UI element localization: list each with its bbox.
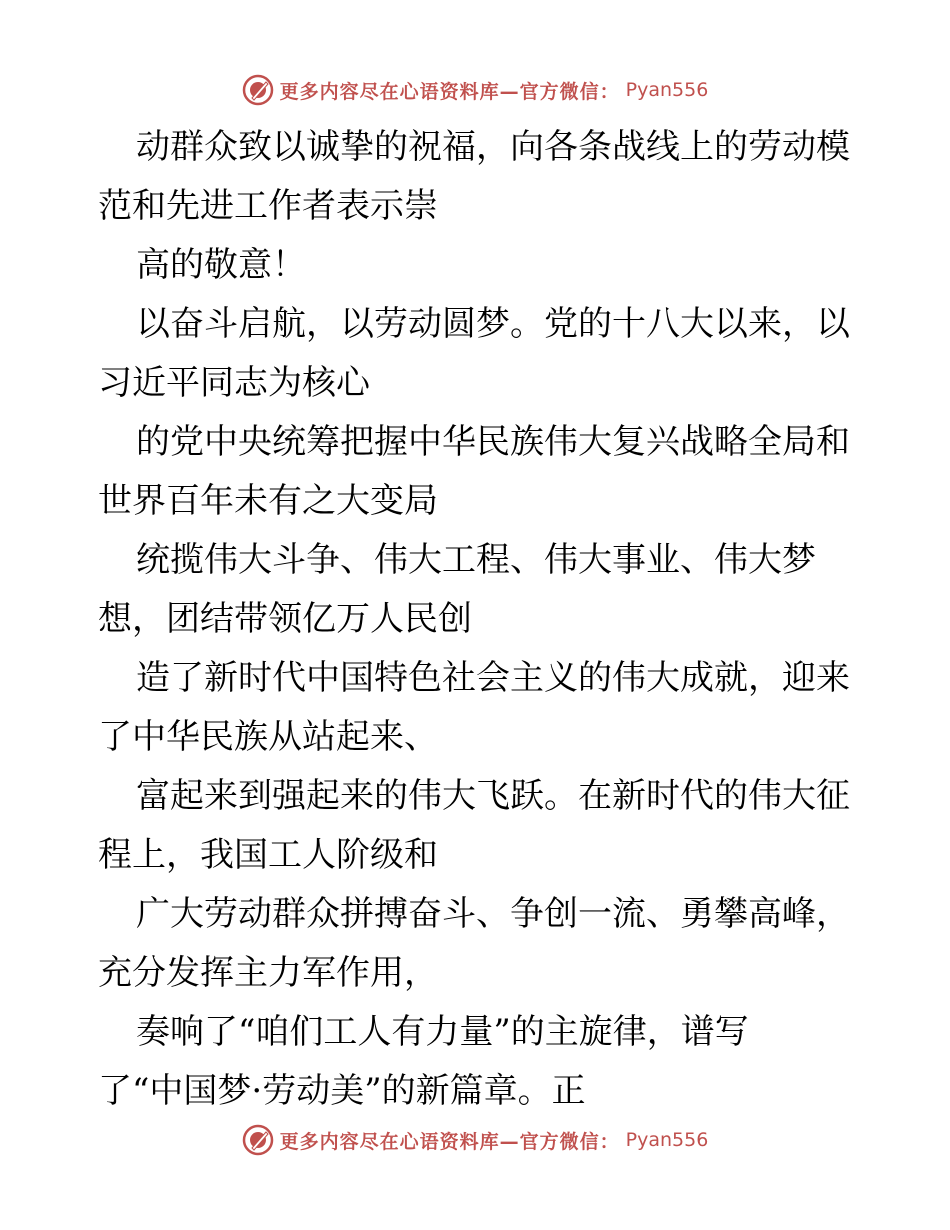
paragraph — [98, 295, 858, 413]
paragraph-line: 程上，我国工人阶级和 — [98, 835, 438, 875]
paragraph — [98, 767, 858, 885]
footer-site-text: 更多内容尽在心语资料库—官方微信： — [279, 1130, 620, 1153]
paragraph-line: 奏响了“咱们工人有力量”的主旋律，谱写 — [136, 1012, 749, 1052]
pen-logo-icon — [242, 1124, 274, 1156]
paragraph-line: 以奋斗启航，以劳动圆梦。党的十八大以来，以 — [136, 304, 850, 344]
paragraph-line: 世界百年未有之大变局 — [98, 481, 438, 521]
pen-logo-icon — [242, 74, 274, 106]
paragraph — [98, 531, 858, 649]
paragraph-line: 广大劳动群众拼搏奋斗、争创一流、勇攀高峰， — [136, 894, 850, 934]
paragraph — [98, 1003, 858, 1121]
header-site-text: 更多内容尽在心语资料库—官方微信： — [279, 80, 620, 103]
paragraph — [98, 649, 858, 767]
paragraph-line: 的党中央统筹把握中华民族伟大复兴战略全局和 — [136, 422, 850, 462]
paragraph-line: 了“中国梦·劳动美”的新篇章。正 — [98, 1071, 586, 1111]
paragraph-line: 范和先进工作者表示崇 — [98, 186, 438, 226]
paragraph — [98, 236, 858, 295]
header-wechat-id: Pyan556 — [625, 79, 709, 101]
paragraph-line: 富起来到强起来的伟大飞跃。在新时代的伟大征 — [136, 776, 850, 816]
paragraph-line: 高的敬意！ — [136, 245, 306, 285]
footer-wechat-id: Pyan556 — [625, 1129, 709, 1151]
paragraph-line: 充分发挥主力军作用， — [98, 953, 438, 993]
header-banner — [0, 70, 950, 110]
paragraph-line: 统揽伟大斗争、伟大工程、伟大事业、伟大梦 — [136, 540, 816, 580]
paragraph — [98, 413, 858, 531]
document-body — [98, 118, 858, 1121]
paragraph-line: 想，团结带领亿万人民创 — [98, 599, 472, 639]
paragraph-line: 造了新时代中国特色社会主义的伟大成就，迎来 — [136, 658, 850, 698]
paragraph-line: 了中华民族从站起来、 — [98, 717, 438, 757]
paragraph-line: 动群众致以诚挚的祝福，向各条战线上的劳动模 — [136, 127, 850, 167]
paragraph — [98, 118, 858, 236]
paragraph-line: 习近平同志为核心 — [98, 363, 370, 403]
paragraph — [98, 885, 858, 1003]
footer-banner — [0, 1120, 950, 1160]
